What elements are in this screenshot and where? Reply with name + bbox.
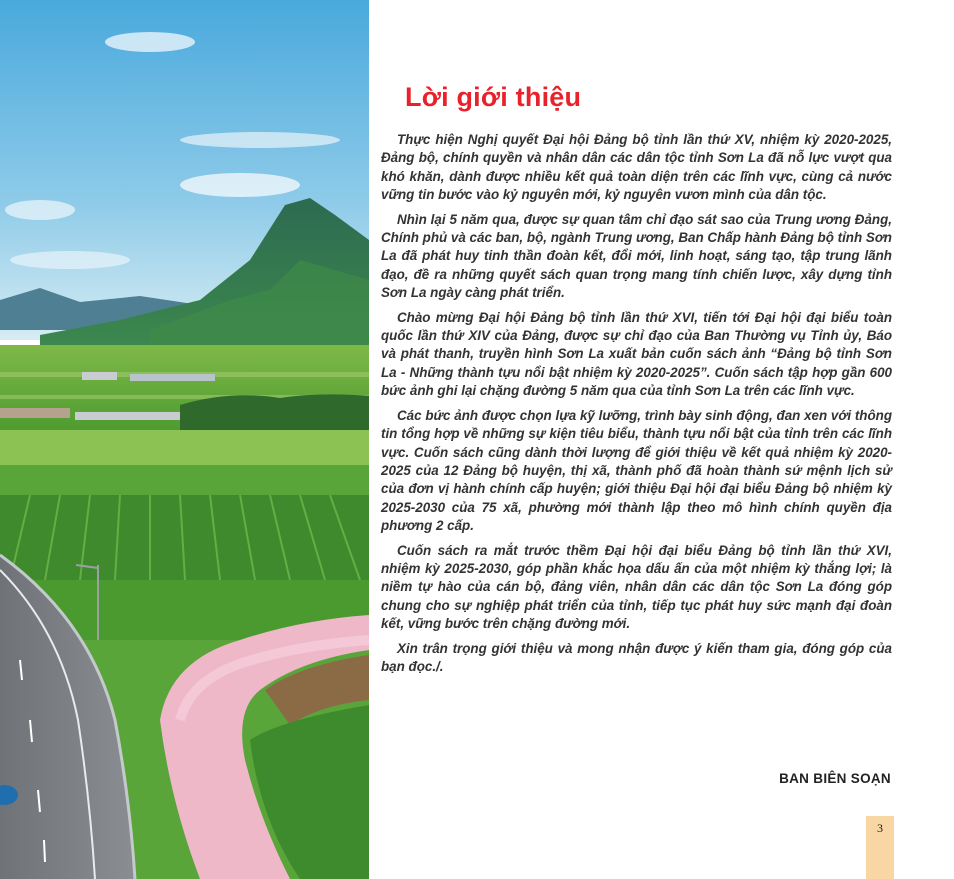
introduction-body bbox=[381, 131, 892, 682]
landscape-photo bbox=[0, 0, 369, 879]
paragraph: Chào mừng Đại hội Đảng bộ tỉnh lần thứ XVI, tiến tới Đại hội đại biểu toàn quốc lần thứ XIV của Đảng, được sự chỉ đạo của Ban Thường vụ Tỉnh ủy, Báo và phát thanh, truyền hình Sơn La xuất bản cuốn sách ảnh “Đảng bộ tỉnh Sơn La - Những thành tựu nổi bật nhiệm kỳ 2020-2025”. Cuốn sách tập hợp gần 600 bức ảnh ghi lại chặng đường 5 năm qua của tỉnh Sơn La trên các lĩnh vực. bbox=[381, 309, 892, 399]
paragraph: Nhìn lại 5 năm qua, được sự quan tâm chỉ đạo sát sao của Trung ương Đảng, Chính phủ và các ban, bộ, ngành Trung ương, Ban Chấp hành Đảng bộ tỉnh Sơn La đã phát huy tinh thần đoàn kết, đổi mới, linh hoạt, sáng tạo, tập trung lãnh đạo, đề ra những quyết sách quan trọng mang tính chiến lược, xây dựng tỉnh Sơn La ngày càng phát triển. bbox=[381, 211, 892, 301]
paragraph: Cuốn sách ra mắt trước thềm Đại hội đại biểu Đảng bộ tỉnh lần thứ XVI, nhiệm kỳ 2025-2030, góp phần khắc họa dấu ấn của một nhiệm kỳ thắng lợi; là niềm tự hào của cán bộ, đảng viên, nhân dân các dân tộc Sơn La đóng góp chung cho sự nghiệp phát triển của tỉnh, tiếp tục phát huy sức mạnh đại đoàn kết, vững bước trên chặng đường mới. bbox=[381, 542, 892, 632]
introduction-panel bbox=[369, 0, 954, 879]
page-number-tab bbox=[866, 816, 894, 879]
signature: BAN BIÊN SOẠN bbox=[779, 771, 891, 786]
paragraph: Xin trân trọng giới thiệu và mong nhận được ý kiến tham gia, đóng góp của bạn đọc./. bbox=[381, 640, 892, 674]
paragraph: Các bức ảnh được chọn lựa kỹ lưỡng, trình bày sinh động, đan xen với thông tin tổng hợp về những sự kiện tiêu biểu, thành tựu nổi bật của tỉnh trên các lĩnh vực. Cuốn sách cũng dành thời lượng để giới thiệu về kết quả nhiệm kỳ 2020-2025 của 12 Đảng bộ huyện, thị xã, thành phố đã hoàn thành sứ mệnh lịch sử của đơn vị hành chính cấp huyện; giới thiệu Đại hội đại biểu Đảng bộ nhiệm kỳ 2025-2030 của 75 xã, phường mới thành lập theo mô hình chính quyền địa phương 2 cấp. bbox=[381, 407, 892, 534]
page-title: Lời giới thiệu bbox=[405, 82, 582, 112]
page-number: 3 bbox=[877, 821, 883, 835]
paragraph: Thực hiện Nghị quyết Đại hội Đảng bộ tỉnh lần thứ XV, nhiệm kỳ 2020-2025, Đảng bộ, chính quyền và nhân dân các dân tộc tỉnh Sơn La đã nỗ lực vượt qua khó khăn, dành được nhiều kết quả toàn diện trên các lĩnh vực, cùng cả nước vững tin bước vào kỷ nguyên mới, kỷ nguyên vươn mình của dân tộc. bbox=[381, 132, 892, 203]
